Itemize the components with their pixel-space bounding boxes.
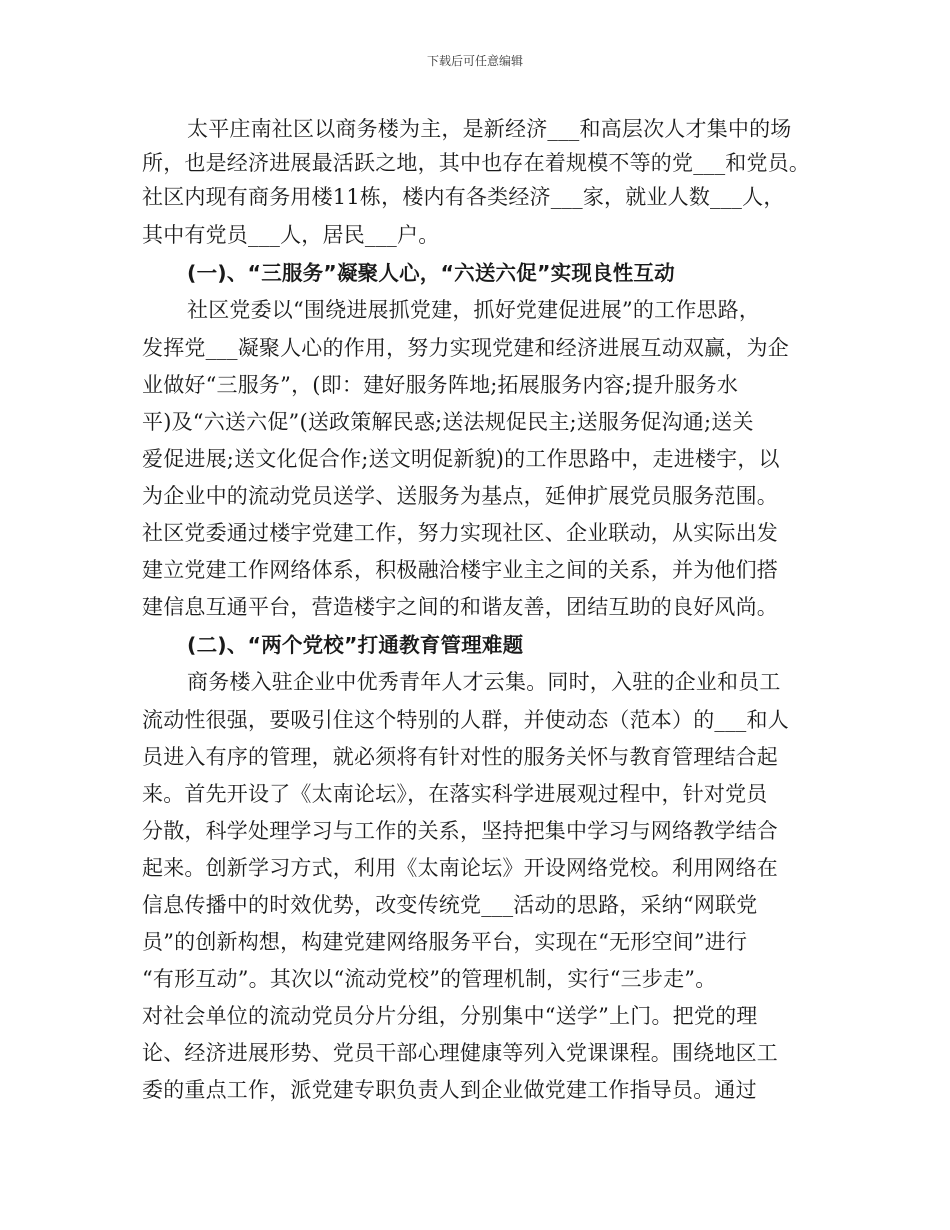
paragraph-2-line-8: 建立党建工作网络体系，积极融洽楼宇业主之间的关系，并为他们搭 bbox=[142, 558, 778, 582]
paragraph-3-line-5: 分散，科学处理学习与工作的关系，坚持把集中学习与网络教学结合 bbox=[142, 819, 778, 843]
paragraph-2-line-9: 建信息互通平台，营造楼宇之间的和谐友善，团结互助的良好风尚。 bbox=[142, 595, 778, 619]
section-heading-1: (一)、“三服务”凝聚人心，“六送六促”实现良性互动 bbox=[187, 261, 675, 285]
paragraph-1-line-2: 所，也是经济进展最活跃之地，其中也存在着规模不等的党___和党员。 bbox=[142, 151, 811, 175]
paragraph-1-line-1: 太平庄南社区以商务楼为主，是新经济___和高层次人才集中的场 bbox=[187, 117, 792, 141]
paragraph-3-line-7: 信息传播中的时效优势，改变传统党___活动的思路，采纳“网联党 bbox=[142, 893, 758, 917]
paragraph-3-line-8: 员”的创新构想，构建党建网络服务平台，实现在“无形空间”进行 bbox=[142, 930, 748, 954]
page-header: 下载后可任意编辑 bbox=[426, 54, 523, 68]
paragraph-2-line-7: 社区党委通过楼宇党建工作，努力实现社区、企业联动，从实际出发 bbox=[142, 521, 778, 545]
paragraph-2-line-1: 社区党委以“围绕进展抓党建，抓好党建促进展”的工作思路， bbox=[187, 298, 761, 322]
paragraph-3-line-12: 委的重点工作，派党建专职负责人到企业做党建工作指导员。通过 bbox=[142, 1078, 757, 1102]
paragraph-3-line-11: 论、经济进展形势、党员干部心理健康等列入党课课程。围绕地区工 bbox=[142, 1041, 778, 1065]
section-heading-2: (二)、“两个党校”打通教育管理难题 bbox=[187, 633, 524, 657]
paragraph-3-line-6: 起来。创新学习方式，利用《太南论坛》开设网络党校。利用网络在 bbox=[142, 856, 778, 880]
paragraph-3-line-2: 流动性很强，要吸引住这个特别的人群，并使动态（范本）的___和人 bbox=[142, 708, 789, 732]
paragraph-3-line-1: 商务楼入驻企业中优秀青年人才云集。同时，入驻的企业和员工 bbox=[187, 670, 781, 694]
paragraph-3-line-10: 对社会单位的流动党员分片分组，分别集中“送学”上门。把党的理 bbox=[142, 1004, 758, 1028]
paragraph-2-line-2: 发挥党___凝聚人心的作用，努力实现党建和经济进展互动双赢，为企 bbox=[142, 336, 789, 360]
paragraph-1-line-4: 其中有党员___人，居民___户。 bbox=[142, 223, 440, 247]
paragraph-3-line-9: “有形互动”。其次以“流动党校”的管理机制，实行“三步走”。 bbox=[142, 967, 717, 991]
paragraph-1-line-3: 社区内现有商务用楼11栋，楼内有各类经济___家，就业人数___人， bbox=[142, 185, 785, 209]
paragraph-2-line-6: 为企业中的流动党员送学、送服务为基点，延伸扩展党员服务范围。 bbox=[142, 484, 778, 508]
paragraph-3-line-3: 员进入有序的管理，就必须将有针对性的服务关怀与教育管理结合起 bbox=[142, 745, 778, 769]
paragraph-2-line-4: 平)及“六送六促”(送政策解民惑;送法规促民主;送服务促沟通;送关 bbox=[142, 410, 754, 434]
paragraph-2-line-3: 业做好“三服务”，(即：建好服务阵地;拓展服务内容;提升服务水 bbox=[142, 373, 739, 397]
paragraph-2-line-5: 爱促进展;送文化促合作;送文明促新貌)的工作思路中，走进楼宇，以 bbox=[142, 447, 780, 471]
paragraph-3-line-4: 来。首先开设了《太南论坛》，在落实科学进展观过程中，针对党员 bbox=[142, 782, 768, 806]
